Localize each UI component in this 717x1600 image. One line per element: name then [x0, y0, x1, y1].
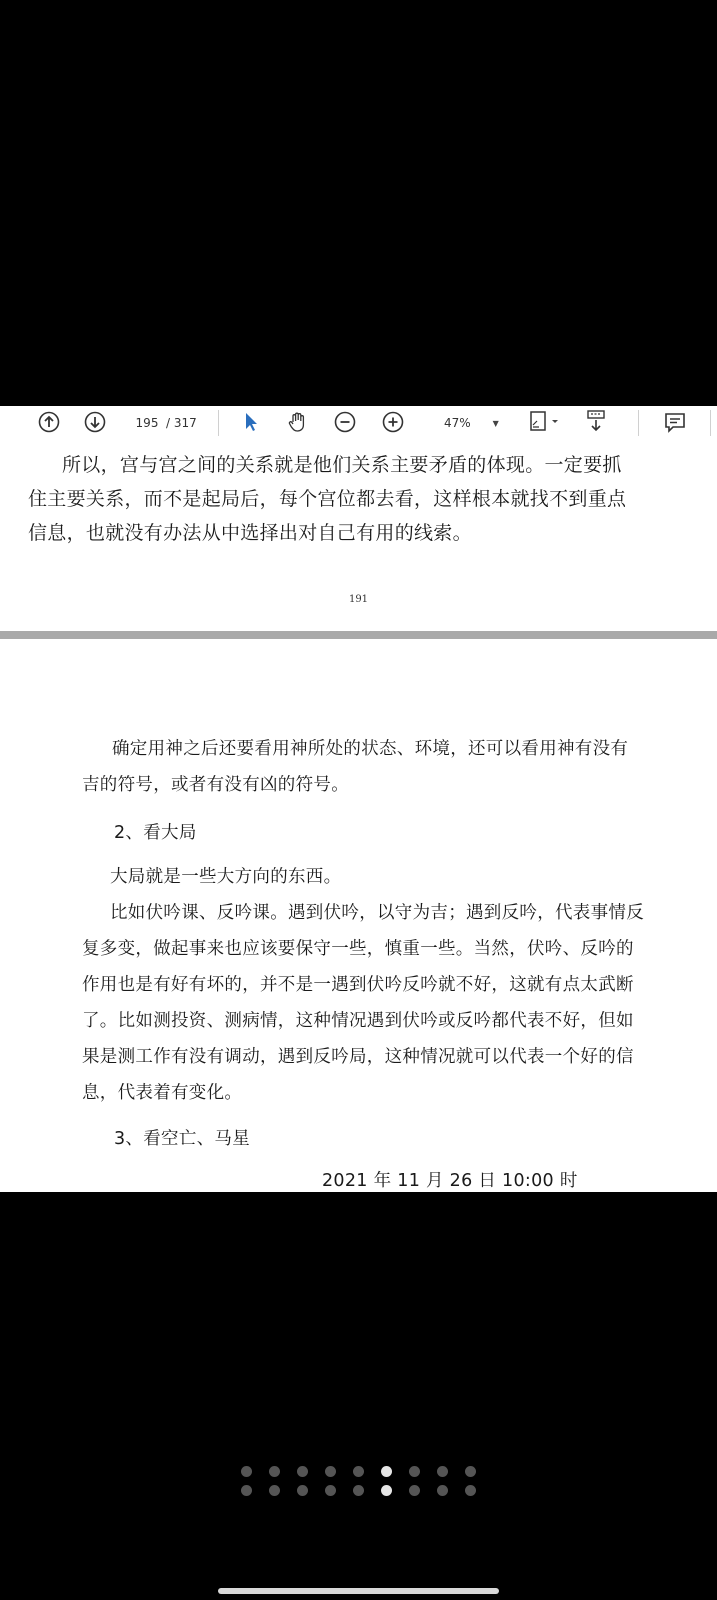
- indicator-row: [241, 1485, 476, 1496]
- toolbar-divider: [638, 410, 639, 436]
- indicator-dot[interactable]: [241, 1466, 252, 1477]
- indicator-dot[interactable]: [465, 1485, 476, 1496]
- page-separator: [0, 631, 717, 639]
- section-heading: 3、看空亡、马星: [114, 1129, 251, 1149]
- indicator-dot[interactable]: [409, 1485, 420, 1496]
- paragraph-line: 2021 年 11 月 26 日 10:00 时: [322, 1171, 578, 1191]
- toolbar-divider: [218, 410, 219, 436]
- indicator-dot[interactable]: [269, 1485, 280, 1496]
- page-scroll-icon[interactable]: [584, 406, 608, 438]
- pdf-viewer: [0, 406, 717, 1192]
- paragraph-line: 确定用神之后还要看用神所处的状态、环境，还可以看用神有没有: [112, 739, 629, 759]
- page-fit-icon[interactable]: [526, 406, 564, 438]
- paragraph-line: 所以，宫与宫之间的关系就是他们关系主要矛盾的体现。一定要抓: [62, 454, 622, 476]
- zoom-out-icon[interactable]: [332, 406, 358, 438]
- page-total-label: / 317: [166, 416, 197, 430]
- indicator-dot[interactable]: [353, 1485, 364, 1496]
- select-cursor-icon[interactable]: [240, 406, 262, 438]
- comment-icon[interactable]: [662, 406, 688, 438]
- indicator-dot[interactable]: [297, 1466, 308, 1477]
- indicator-dot[interactable]: [297, 1485, 308, 1496]
- paragraph-line: 住主要关系，而不是起局后，每个宫位都去看，这样根本就找不到重点: [28, 488, 627, 510]
- paragraph-line: 息，代表着有变化。: [82, 1083, 243, 1103]
- chevron-down-icon: ▼: [492, 418, 499, 428]
- indicator-dot[interactable]: [269, 1466, 280, 1477]
- indicator-row: [241, 1466, 476, 1477]
- indicator-dot[interactable]: [325, 1485, 336, 1496]
- toolbar-divider: [710, 410, 711, 436]
- hand-icon[interactable]: [284, 406, 312, 438]
- indicator-dot[interactable]: [437, 1485, 448, 1496]
- pdf-page-192: [0, 639, 717, 1192]
- section-heading: 2、看大局: [114, 823, 197, 843]
- indicator-dot[interactable]: [409, 1466, 420, 1477]
- page-number: 191: [348, 594, 369, 605]
- paragraph-line: 了。比如测投资、测病情，这种情况遇到伏吟或反吟都代表不好，但如: [82, 1011, 634, 1031]
- indicator-dot[interactable]: [241, 1485, 252, 1496]
- indicator-dot[interactable]: [381, 1485, 392, 1496]
- paragraph-line: 信息，也就没有办法从中选择出对自己有用的线索。: [28, 522, 472, 544]
- page-number-input[interactable]: 195: [135, 416, 159, 430]
- paragraph-line: 果是测工作有没有调动，遇到反吟局，这种情况就可以代表一个好的信: [82, 1047, 634, 1067]
- pdf-toolbar: [0, 406, 717, 441]
- zoom-in-icon[interactable]: [380, 406, 406, 438]
- arrow-down-circle-icon[interactable]: [82, 406, 108, 438]
- zoom-value: 47%: [444, 416, 471, 430]
- arrow-up-circle-icon[interactable]: [36, 406, 62, 438]
- paragraph-line: 比如伏吟课、反吟课。遇到伏吟，以守为吉；遇到反吟，代表事情反: [110, 903, 644, 923]
- home-indicator[interactable]: [218, 1588, 499, 1594]
- indicator-dot[interactable]: [325, 1466, 336, 1477]
- indicator-dot[interactable]: [465, 1466, 476, 1477]
- indicator-dot[interactable]: [437, 1466, 448, 1477]
- paragraph-line: 作用也是有好有坏的，并不是一遇到伏吟反吟就不好，这就有点太武断: [82, 975, 634, 995]
- gallery-page-indicator[interactable]: [0, 1466, 717, 1496]
- indicator-dot[interactable]: [353, 1466, 364, 1477]
- paragraph-line: 大局就是一些大方向的东西。: [110, 867, 342, 887]
- zoom-select[interactable]: [432, 412, 504, 434]
- indicator-dot[interactable]: [381, 1466, 392, 1477]
- paragraph-line: 复多变，做起事来也应该要保守一些，慎重一些。当然，伏吟、反吟的: [82, 939, 634, 959]
- paragraph-line: 吉的符号，或者有没有凶的符号。: [82, 775, 349, 795]
